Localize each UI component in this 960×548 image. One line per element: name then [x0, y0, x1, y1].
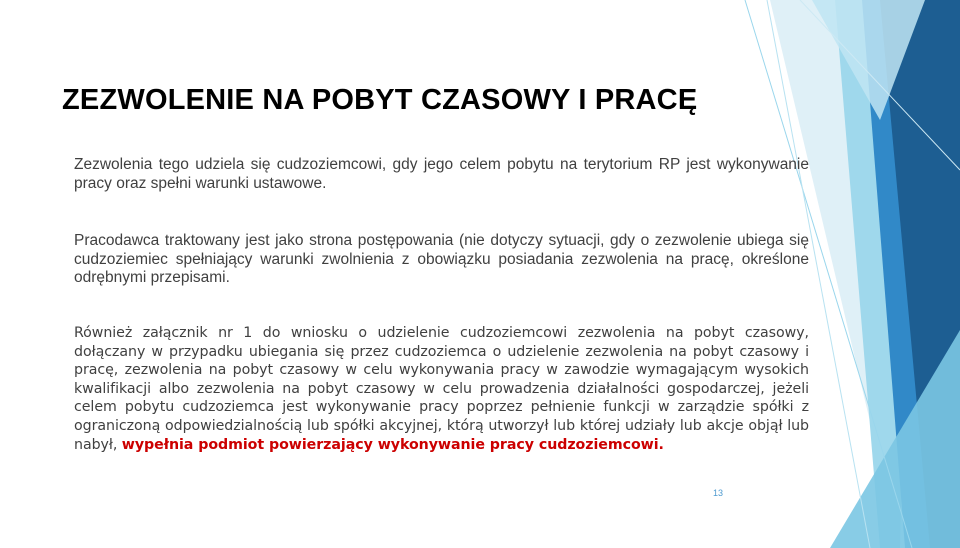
paragraph-1: Zezwolenia tego udziela się cudzoziemcowi, gdy jego celem pobytu na terytorium RP jest wykonywanie pracy oraz spełni warunki ustawowe. — [74, 156, 809, 192]
page-number: 13 — [713, 488, 724, 498]
paragraph-3-text: Również załącznik nr 1 do wniosku o udzielenie cudzoziemcowi zezwolenia na pobyt czasowy, dołączany w przypadku ubiegania się przez cudzoziemca o udzielenie zezwolenia na pobyt czasowy i pracę, zezwolenia na pobyt czasowy w celu wykonywania pracy w zawodzie wymagającym wysokich kwalifikacji albo zezwolenia na pobyt czasowy w celu prowadzenia działalności gospodarczej, jeżeli celem pobytu cudzoziemca jest wykonywanie pracy poprzez pełnienie funkcji w zarządzie spółki z ograniczoną odpowiedzialnością lub spółki akcyjnej, którą utworzył lub której udziały lub akcje objął lub nabył, — [74, 325, 809, 453]
paragraph-2: Pracodawca traktowany jest jako strona postępowania (nie dotyczy sytuacji, gdy o zezwolenie ubiega się cudzoziemiec spełniający warunki zwolnienia z obowiązku posiadania zezwolenia na pracę, określone odrębnymi przepisami. — [74, 232, 809, 287]
paragraph-3 — [74, 324, 809, 454]
paragraph-3-highlight: wypełnia podmiot powierzający wykonywanie pracy cudzoziemcowi. — [121, 436, 664, 453]
slide-title: ZEZWOLENIE NA POBYT CZASOWY I PRACĘ — [62, 84, 698, 116]
